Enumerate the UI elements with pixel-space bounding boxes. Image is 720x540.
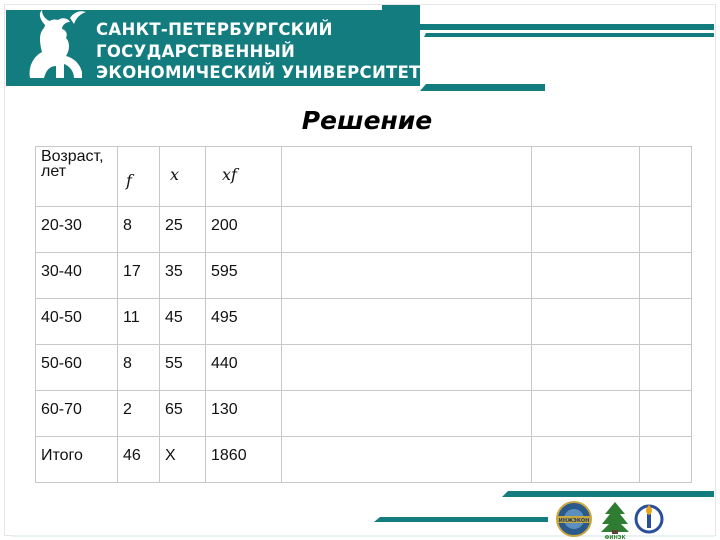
footer-stripe bbox=[374, 517, 548, 522]
table-row bbox=[36, 207, 692, 253]
cell-empty bbox=[282, 253, 532, 299]
slide-title: Решение bbox=[301, 106, 433, 135]
cell-frequency: 8 bbox=[118, 207, 160, 253]
cell-product: 130 bbox=[206, 391, 282, 437]
cell-empty bbox=[532, 299, 640, 345]
cell-midpoint: 25 bbox=[160, 207, 206, 253]
cell-empty bbox=[282, 345, 532, 391]
header-empty bbox=[282, 147, 532, 207]
header-midpoint: x bbox=[160, 147, 206, 207]
cell-empty bbox=[532, 391, 640, 437]
cell-frequency: 11 bbox=[118, 299, 160, 345]
cell-empty bbox=[532, 253, 640, 299]
cell-empty bbox=[532, 207, 640, 253]
cell-empty bbox=[640, 299, 692, 345]
cell-empty bbox=[640, 345, 692, 391]
cell-frequency: 2 bbox=[118, 391, 160, 437]
university-name-line-1: САНКТ-ПЕТЕРБУРГСКИЙ bbox=[96, 20, 333, 39]
fir-tree-logo-icon bbox=[597, 500, 633, 540]
cell-frequency: 46 bbox=[118, 437, 160, 483]
university-name-line-3: ЭКОНОМИЧЕСКИЙ УНИВЕРСИТЕТ bbox=[96, 63, 421, 82]
cell-empty bbox=[532, 345, 640, 391]
cell-product: 200 bbox=[206, 207, 282, 253]
cell-empty bbox=[640, 391, 692, 437]
header-stripe bbox=[424, 33, 714, 37]
cell-midpoint: 55 bbox=[160, 345, 206, 391]
cell-empty bbox=[282, 391, 532, 437]
torch-circle-logo-icon bbox=[634, 500, 664, 538]
cell-midpoint: 65 bbox=[160, 391, 206, 437]
footer-stripe bbox=[502, 491, 714, 497]
round-seal-label: ИНЖЭКОН bbox=[558, 518, 590, 524]
table-row bbox=[36, 345, 692, 391]
cell-empty bbox=[282, 207, 532, 253]
cell-product: 595 bbox=[206, 253, 282, 299]
cell-age: 40-50 bbox=[36, 299, 118, 345]
cell-frequency: 8 bbox=[118, 345, 160, 391]
age-frequency-table bbox=[35, 146, 692, 483]
header-empty bbox=[532, 147, 640, 207]
table-row bbox=[36, 253, 692, 299]
table-row-total bbox=[36, 437, 692, 483]
cell-midpoint: X bbox=[160, 437, 206, 483]
cell-empty bbox=[282, 437, 532, 483]
table-header-row bbox=[36, 147, 692, 207]
header-stripe bbox=[420, 84, 545, 91]
cell-empty bbox=[640, 207, 692, 253]
fir-tree-label: ФИНЭК bbox=[604, 535, 626, 540]
cell-age: Итого bbox=[36, 437, 118, 483]
cell-empty bbox=[282, 299, 532, 345]
cell-frequency: 17 bbox=[118, 253, 160, 299]
round-seal-logo-icon bbox=[552, 500, 596, 538]
header-product: xf bbox=[206, 147, 282, 207]
header-stripe bbox=[358, 24, 714, 30]
cell-midpoint: 45 bbox=[160, 299, 206, 345]
header-stripes bbox=[0, 0, 720, 92]
header-frequency: f bbox=[118, 147, 160, 207]
header-age: Возраст, лет bbox=[36, 147, 118, 207]
table-row bbox=[36, 391, 692, 437]
cell-age: 20-30 bbox=[36, 207, 118, 253]
cell-empty bbox=[640, 437, 692, 483]
cell-age: 60-70 bbox=[36, 391, 118, 437]
university-header bbox=[0, 0, 720, 92]
cell-age: 50-60 bbox=[36, 345, 118, 391]
table-row bbox=[36, 299, 692, 345]
cell-product: 1860 bbox=[206, 437, 282, 483]
cell-age: 30-40 bbox=[36, 253, 118, 299]
cell-empty bbox=[640, 253, 692, 299]
cell-midpoint: 35 bbox=[160, 253, 206, 299]
header-empty bbox=[640, 147, 692, 207]
cell-product: 440 bbox=[206, 345, 282, 391]
cell-empty bbox=[532, 437, 640, 483]
cell-product: 495 bbox=[206, 299, 282, 345]
university-name-line-2: ГОСУДАРСТВЕННЫЙ bbox=[96, 42, 296, 61]
